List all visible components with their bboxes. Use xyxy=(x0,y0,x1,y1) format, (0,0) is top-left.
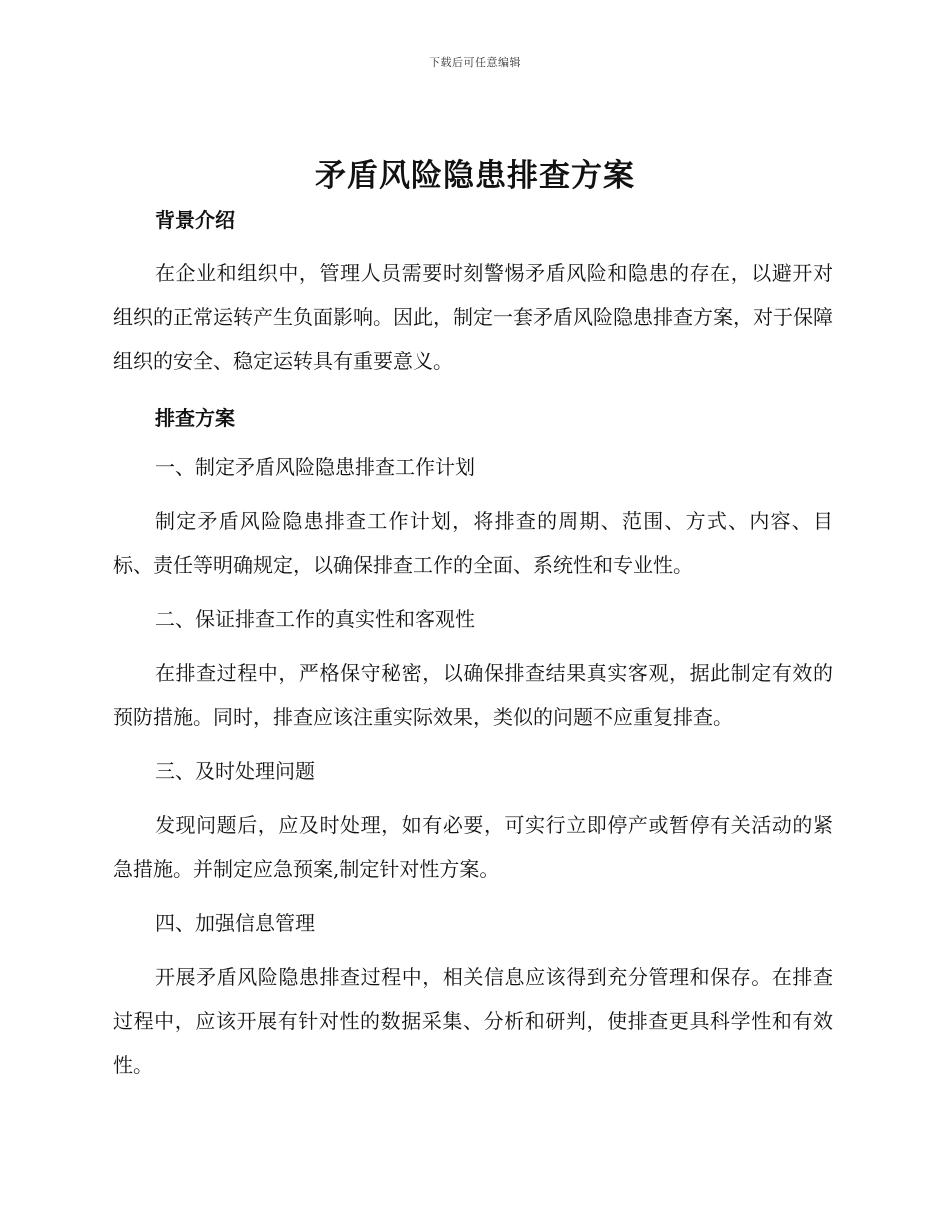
plan-item-2-heading: 二、保证排查工作的真实性和客观性 xyxy=(155,607,475,631)
plan-item-3-paragraph: 发现问题后，应及时处理，如有必要，可实行立即停产或暂停有关活动的紧急措施。并制定应急预案,制定针对性方案。 xyxy=(113,813,833,881)
document-body xyxy=(113,203,833,1087)
document-title: 矛盾风险隐患排查方案 xyxy=(315,158,635,194)
header-note: 下载后可任意编辑 xyxy=(429,56,521,69)
section-heading-plan: 排查方案 xyxy=(155,406,235,430)
plan-item-3-heading: 三、及时处理问题 xyxy=(155,759,315,783)
plan-item-4-heading: 四、加强信息管理 xyxy=(155,911,315,935)
plan-item-1-paragraph: 制定矛盾风险隐患排查工作计划，将排查的周期、范围、方式、内容、目标、责任等明确规定，以确保排查工作的全面、系统性和专业性。 xyxy=(113,509,833,577)
section-heading-background: 背景介绍 xyxy=(155,208,235,232)
background-paragraph: 在企业和组织中，管理人员需要时刻警惕矛盾风险和隐患的存在，以避开对组织的正常运转产生负面影响。因此，制定一套矛盾风险隐患排查方案，对于保障组织的安全、稳定运转具有重要意义。 xyxy=(113,261,833,373)
plan-item-2-paragraph: 在排查过程中，严格保守秘密，以确保排查结果真实客观，据此制定有效的预防措施。同时，排查应该注重实际效果，类似的问题不应重复排查。 xyxy=(113,661,833,729)
plan-item-4-paragraph: 开展矛盾风险隐患排查过程中，相关信息应该得到充分管理和保存。在排查过程中，应该开展有针对性的数据采集、分析和研判，使排查更具科学性和有效性。 xyxy=(113,965,833,1077)
plan-item-1-heading: 一、制定矛盾风险隐患排查工作计划 xyxy=(155,455,475,479)
